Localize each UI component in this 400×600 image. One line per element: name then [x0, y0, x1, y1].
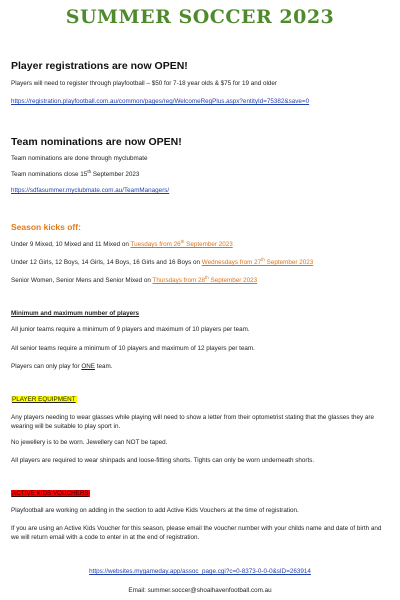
kickoff-row: Under 9 Mixed, 10 Mixed and 11 Mixed on Tuesdays from 26th September 2023	[11, 238, 233, 248]
kickoff-date-link[interactable]: Wednesdays from 27th September 2023	[201, 256, 314, 266]
vouchers-line-1: Playfootball are working on adding in the section to add Active Kids Vouchers at the time of registration.	[11, 507, 299, 514]
nominations-link[interactable]: https://sdfasummer.myclubmate.com.au/TeamManagers/	[11, 187, 170, 194]
equipment-line-3: All players are required to wear shinpads and loose-fitting shorts. Tights can only be worn underneath shorts.	[11, 457, 315, 464]
players-line-2: All senior teams require a minimum of 10 players and maximum of 12 players per team.	[11, 345, 255, 352]
nominations-close-date: Team nominations close 15th September 2023	[11, 168, 140, 178]
vouchers-line-2: If you are using an Active Kids Voucher for this season, please email the voucher number with your childs name and date of birth and we will return email with a code to enter in at the end of registration.	[11, 525, 382, 541]
nominations-heading: Team nominations are now OPEN!	[11, 136, 182, 148]
equipment-heading: PLAYER EQUIPMENT	[12, 396, 76, 403]
registration-link[interactable]: https://registration.playfootball.com.au/common/pages/reg/WelcomeRegPlus.aspx?entityId=75382&save=0	[11, 98, 310, 105]
players-line-3: Players can only play for ONE team.	[11, 363, 113, 370]
kickoff-row: Under 12 Girls, 12 Boys, 14 Girls, 14 Boys, 16 Girls and 16 Boys on Wednesdays from 27th September 2023	[11, 256, 314, 266]
equipment-line-1: Any players needing to wear glasses while playing will need to show a letter from their optometrist stating that the glasses they are wearing will be suitable to play sport in.	[11, 414, 374, 430]
registrations-heading: Player registrations are now OPEN!	[11, 60, 188, 72]
players-heading: Minimum and maximum number of players	[11, 310, 140, 317]
mygameday-link[interactable]: https://websites.mygameday.app/assoc_page.cgi?c=0-8373-0-0-0&sID=263914	[89, 568, 311, 575]
page-title: SUMMER SOCCER 2023	[65, 6, 335, 28]
kickoff-date-link[interactable]: Tuesdays from 26th September 2023	[130, 238, 233, 248]
nominations-line-1: Team nominations are done through myclubmate	[11, 155, 148, 162]
registrations-text: Players will need to register through playfootball – $50 for 7-18 year olds & $75 for 19 and older	[11, 80, 278, 87]
kickoff-date-link[interactable]: Thursdays from 28th September 2023	[152, 274, 258, 284]
vouchers-heading: ACTIVE KIDS VOUCHERS	[12, 490, 89, 497]
contact-email[interactable]: Email: summer.soccer@shoalhavenfootball.com.au	[128, 587, 272, 594]
equipment-line-2: No jewellery is to be worn. Jewellery can NOT be taped.	[11, 439, 168, 446]
kickoff-row: Senior Women, Senior Mens and Senior Mixed on Thursdays from 28th September 2023	[11, 274, 258, 284]
players-line-1: All junior teams require a minimum of 9 players and maximum of 10 players per team.	[11, 326, 250, 333]
kickoff-heading: Season kicks off:	[11, 222, 81, 232]
